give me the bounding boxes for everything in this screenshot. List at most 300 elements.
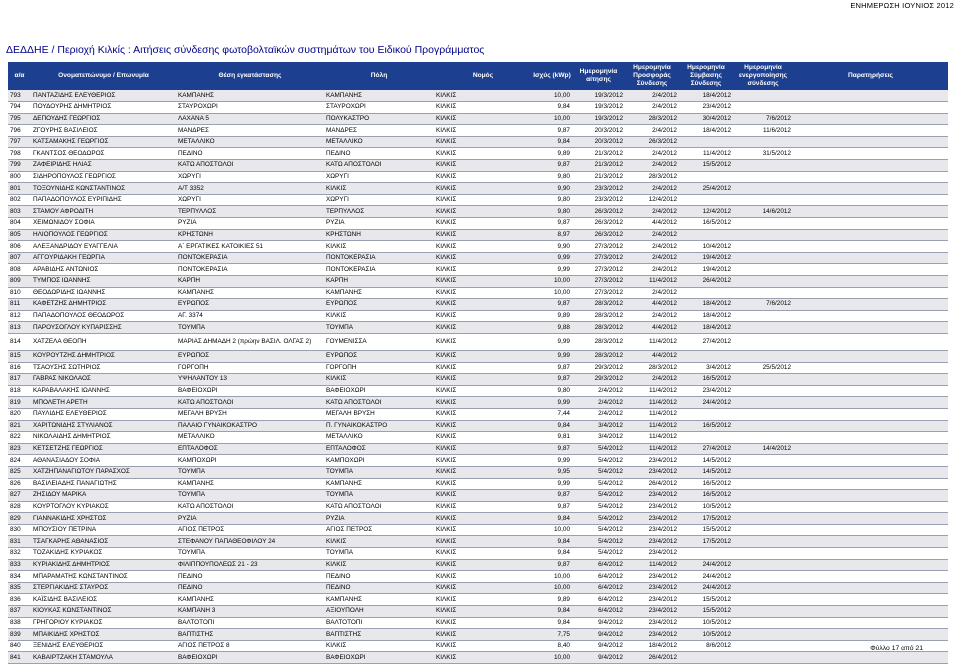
table-row (8, 299, 948, 311)
cell-city: ΧΩΡΥΓΙ (324, 194, 434, 206)
cell-location: ΒΑΦΕΙΟΧΩΡΙ (176, 652, 324, 664)
cell-contract-date: 15/5/2012 (679, 160, 733, 172)
cell-remarks (793, 652, 948, 664)
cell-city: ΚΙΛΚΙΣ (324, 183, 434, 195)
cell-index: 838 (8, 617, 31, 629)
cell-city: ΕΠΤΑΛΟΦΟΣ (324, 443, 434, 455)
cell-prefecture: ΚΙΛΚΙΣ (434, 218, 532, 230)
cell-name: ΖΑΦΕΙΡΙΔΗΣ ΗΛΙΑΣ (31, 160, 176, 172)
cell-offer-date: 23/4/2012 (625, 548, 679, 560)
table-row (8, 350, 948, 362)
cell-name: ΧΕΙΜΩΝΙΔΟΥ ΣΟΦΙΑ (31, 218, 176, 230)
cell-remarks (793, 548, 948, 560)
cell-application-date: 20/3/2012 (572, 136, 625, 148)
cell-offer-date: 11/4/2012 (625, 276, 679, 288)
cell-location: ΒΑΛΤΟΤΟΠΙ (176, 617, 324, 629)
cell-name: ΓΑΒΡΑΣ ΝΙΚΟΛΑΟΣ (31, 374, 176, 386)
cell-remarks (793, 276, 948, 288)
cell-name: ΝΙΚΟΛΑΙΔΗΣ ΔΗΜΗΤΡΙΟΣ (31, 432, 176, 444)
cell-city: ΚΙΛΚΙΣ (324, 536, 434, 548)
cell-offer-date: 23/4/2012 (625, 594, 679, 606)
cell-location: ΧΩΡΥΓΙ (176, 171, 324, 183)
cell-offer-date: 2/4/2012 (625, 160, 679, 172)
cell-offer-date: 11/4/2012 (625, 559, 679, 571)
cell-contract-date: 15/5/2012 (679, 606, 733, 618)
cell-name: ΣΤΕΡΓΙΑΚΙΔΗΣ ΣΤΑΥΡΟΣ (31, 582, 176, 594)
cell-remarks (793, 160, 948, 172)
cell-city: ΤΟΥΜΠΑ (324, 322, 434, 334)
cell-application-date: 5/4/2012 (572, 466, 625, 478)
cell-application-date: 26/3/2012 (572, 206, 625, 218)
cell-application-date: 5/4/2012 (572, 548, 625, 560)
cell-index: 796 (8, 125, 31, 137)
cell-index: 810 (8, 287, 31, 299)
cell-index: 802 (8, 194, 31, 206)
cell-name: ΒΑΣΙΛΕΙΑΔΗΣ ΠΑΝΑΓΙΩΤΗΣ (31, 478, 176, 490)
cell-city: ΠΟΝΤΟΚΕΡΑΣΙΑ (324, 252, 434, 264)
cell-location: ΤΟΥΜΠΑ (176, 548, 324, 560)
cell-contract-date (679, 548, 733, 560)
cell-application-date: 19/3/2012 (572, 102, 625, 114)
cell-activation-date (733, 466, 793, 478)
cell-power: 9,99 (532, 264, 572, 276)
cell-offer-date: 2/4/2012 (625, 183, 679, 195)
cell-application-date: 23/3/2012 (572, 183, 625, 195)
cell-application-date: 26/3/2012 (572, 229, 625, 241)
cell-city: ΚΑΜΠΑΝΗΣ (324, 594, 434, 606)
cell-application-date: 29/3/2012 (572, 374, 625, 386)
cell-index: 834 (8, 571, 31, 583)
cell-index: 821 (8, 420, 31, 432)
cell-application-date: 26/3/2012 (572, 218, 625, 230)
cell-index: 832 (8, 548, 31, 560)
cell-location: ΥΨΗΛΑΝΤΟΥ 13 (176, 374, 324, 386)
cell-application-date: 5/4/2012 (572, 513, 625, 525)
cell-city: ΜΕΓΑΛΗ ΒΡΥΣΗ (324, 408, 434, 420)
header-col-power: Ισχύς (kWp) (532, 62, 572, 90)
cell-application-date: 27/3/2012 (572, 252, 625, 264)
cell-name: ΑΛΕΞΑΝΔΡΙΔΟΥ ΕΥΑΓΓΕΛΙΑ (31, 241, 176, 253)
cell-location: ΒΑΠΤΙΣΤΗΣ (176, 629, 324, 641)
cell-city: ΚΑΡΠΗ (324, 276, 434, 288)
cell-offer-date: 2/4/2012 (625, 374, 679, 386)
cell-power: 9,84 (532, 536, 572, 548)
table-row (8, 536, 948, 548)
cell-activation-date (733, 310, 793, 322)
cell-contract-date: 10/5/2012 (679, 617, 733, 629)
cell-remarks (793, 629, 948, 641)
cell-activation-date (733, 102, 793, 114)
cell-name: ΣΙΔΗΡΟΠΟΥΛΟΣ ΓΕΩΡΓΙΟΣ (31, 171, 176, 183)
cell-location: ΠΕΔΙΝΟ (176, 148, 324, 160)
cell-power: 9,84 (532, 136, 572, 148)
cell-remarks (793, 333, 948, 350)
cell-offer-date: 11/4/2012 (625, 443, 679, 455)
cell-city: ΜΑΝΔΡΕΣ (324, 125, 434, 137)
cell-name: ΚΑΡΑΒΑΛΑΚΗΣ ΙΩΑΝΝΗΣ (31, 385, 176, 397)
cell-power: 9,84 (532, 617, 572, 629)
cell-contract-date: 10/5/2012 (679, 629, 733, 641)
cell-remarks (793, 397, 948, 409)
table-row (8, 397, 948, 409)
cell-contract-date: 16/5/2012 (679, 478, 733, 490)
cell-prefecture: ΚΙΛΚΙΣ (434, 455, 532, 467)
cell-city: ΕΥΡΩΠΟΣ (324, 299, 434, 311)
cell-location: ΦΙΛΙΠΠΟΥΠΟΛΕΩΣ 21 - 23 (176, 559, 324, 571)
cell-city: ΑΞΙΟΥΠΟΛΗ (324, 606, 434, 618)
table-row (8, 617, 948, 629)
cell-contract-date: 15/5/2012 (679, 594, 733, 606)
cell-prefecture: ΚΙΛΚΙΣ (434, 322, 532, 334)
cell-city: ΜΕΤΑΛΛΙΚΟ (324, 432, 434, 444)
cell-activation-date (733, 478, 793, 490)
cell-application-date: 28/3/2012 (572, 350, 625, 362)
cell-city: ΚΙΛΚΙΣ (324, 310, 434, 322)
cell-remarks (793, 183, 948, 195)
cell-activation-date (733, 432, 793, 444)
cell-city: ΣΤΑΥΡΟΧΩΡΙ (324, 102, 434, 114)
table-row (8, 333, 948, 350)
cell-power: 9,84 (532, 513, 572, 525)
cell-contract-date: 19/4/2012 (679, 264, 733, 276)
cell-application-date: 6/4/2012 (572, 606, 625, 618)
cell-index: 809 (8, 276, 31, 288)
table-row (8, 206, 948, 218)
cell-application-date: 9/4/2012 (572, 640, 625, 652)
cell-remarks (793, 571, 948, 583)
cell-prefecture: ΚΙΛΚΙΣ (434, 582, 532, 594)
cell-city: ΚΑΤΩ ΑΠΟΣΤΟΛΟΙ (324, 160, 434, 172)
table-row (8, 455, 948, 467)
header-col-prefecture: Νομός (434, 62, 532, 90)
table-row (8, 113, 948, 125)
cell-prefecture: ΚΙΛΚΙΣ (434, 264, 532, 276)
table-row (8, 374, 948, 386)
cell-prefecture: ΚΙΛΚΙΣ (434, 594, 532, 606)
cell-contract-date: 24/4/2012 (679, 397, 733, 409)
cell-offer-date: 4/4/2012 (625, 350, 679, 362)
cell-power: 9,89 (532, 148, 572, 160)
cell-name: ΠΟΥΔΟΥΡΗΣ ΔΗΜΗΤΡΙΟΣ (31, 102, 176, 114)
cell-prefecture: ΚΙΛΚΙΣ (434, 333, 532, 350)
table-row (8, 548, 948, 560)
cell-power: 9,87 (532, 362, 572, 374)
cell-activation-date (733, 548, 793, 560)
cell-name: ΖΓΟΥΡΗΣ ΒΑΣΙΛΕΙΟΣ (31, 125, 176, 137)
cell-remarks (793, 455, 948, 467)
cell-city: ΤΟΥΜΠΑ (324, 548, 434, 560)
cell-application-date: 21/3/2012 (572, 148, 625, 160)
cell-remarks (793, 374, 948, 386)
cell-offer-date: 12/4/2012 (625, 194, 679, 206)
cell-prefecture: ΚΙΛΚΙΣ (434, 241, 532, 253)
cell-application-date: 9/4/2012 (572, 617, 625, 629)
cell-contract-date: 23/4/2012 (679, 385, 733, 397)
table-row (8, 606, 948, 618)
table-row (8, 513, 948, 525)
cell-contract-date: 16/5/2012 (679, 218, 733, 230)
cell-index: 799 (8, 160, 31, 172)
cell-power: 9,99 (532, 350, 572, 362)
cell-contract-date: 27/4/2012 (679, 443, 733, 455)
cell-application-date: 5/4/2012 (572, 501, 625, 513)
cell-remarks (793, 606, 948, 618)
cell-name: ΚΕΤΣΕΤΖΗΣ ΓΕΩΡΓΙΟΣ (31, 443, 176, 455)
cell-application-date: 21/3/2012 (572, 160, 625, 172)
cell-contract-date: 24/4/2012 (679, 582, 733, 594)
cell-city: ΚΙΛΚΙΣ (324, 241, 434, 253)
cell-name: ΓΙΑΝΝΑΚΙΔΗΣ ΧΡΗΣΤΟΣ (31, 513, 176, 525)
cell-contract-date: 16/5/2012 (679, 490, 733, 502)
cell-remarks (793, 408, 948, 420)
cell-index: 833 (8, 559, 31, 571)
cell-remarks (793, 582, 948, 594)
cell-remarks (793, 148, 948, 160)
cell-name: ΑΡΑΒΙΔΗΣ ΑΝΤΩΝΙΟΣ (31, 264, 176, 276)
table-row (8, 408, 948, 420)
header-col-remarks: Παρατηρήσεις (793, 62, 948, 90)
cell-index: 817 (8, 374, 31, 386)
cell-power: 10,00 (532, 287, 572, 299)
cell-activation-date (733, 241, 793, 253)
cell-index: 808 (8, 264, 31, 276)
cell-contract-date: 16/5/2012 (679, 374, 733, 386)
cell-power: 9,99 (532, 397, 572, 409)
cell-city: ΒΑΛΤΟΤΟΠΙ (324, 617, 434, 629)
cell-prefecture: ΚΙΛΚΙΣ (434, 287, 532, 299)
cell-name: ΠΑΠΑΔΟΠΟΥΛΟΣ ΕΥΡΙΠΙΔΗΣ (31, 194, 176, 206)
cell-name: ΠΑΝΤΑΖΙΔΗΣ ΕΛΕΥΘΕΡΙΟΣ (31, 90, 176, 102)
cell-application-date: 29/3/2012 (572, 362, 625, 374)
cell-name: ΚΟΥΡΤΟΓΛΟΥ ΚΥΡΙΑΚΟΣ (31, 501, 176, 513)
cell-city: ΤΟΥΜΠΑ (324, 466, 434, 478)
cell-application-date: 27/3/2012 (572, 241, 625, 253)
cell-city: ΑΓΙΟΣ ΠΕΤΡΟΣ (324, 524, 434, 536)
cell-location: Α/Τ 3352 (176, 183, 324, 195)
cell-offer-date: 28/3/2012 (625, 113, 679, 125)
cell-index: 840 (8, 640, 31, 652)
cell-offer-date: 23/4/2012 (625, 455, 679, 467)
cell-prefecture: ΚΙΛΚΙΣ (434, 125, 532, 137)
cell-prefecture: ΚΙΛΚΙΣ (434, 362, 532, 374)
table-row (8, 466, 948, 478)
cell-activation-date (733, 136, 793, 148)
cell-application-date: 19/3/2012 (572, 113, 625, 125)
cell-name: ΞΕΝΙΔΗΣ ΕΛΕΥΘΕΡΙΟΣ (31, 640, 176, 652)
cell-activation-date (733, 90, 793, 102)
cell-name: ΧΑΤΖΗΠΑΝΑΓΙΩΤΟΥ ΠΑΡΑΣΧΟΣ (31, 466, 176, 478)
cell-power: 9,87 (532, 490, 572, 502)
cell-power: 10,00 (532, 90, 572, 102)
cell-city: ΠΕΔΙΝΟ (324, 571, 434, 583)
cell-offer-date: 2/4/2012 (625, 287, 679, 299)
table-row (8, 171, 948, 183)
cell-city: ΠΕΔΙΝΟ (324, 148, 434, 160)
cell-application-date: 9/4/2012 (572, 629, 625, 641)
cell-index: 830 (8, 524, 31, 536)
table-row (8, 183, 948, 195)
table-row (8, 571, 948, 583)
cell-application-date: 6/4/2012 (572, 594, 625, 606)
cell-power: 9,84 (532, 606, 572, 618)
cell-location: ΚΑΤΩ ΑΠΟΣΤΟΛΟΙ (176, 397, 324, 409)
cell-contract-date (679, 350, 733, 362)
cell-offer-date: 28/3/2012 (625, 362, 679, 374)
cell-prefecture: ΚΙΛΚΙΣ (434, 299, 532, 311)
cell-offer-date: 2/4/2012 (625, 90, 679, 102)
cell-power: 10,00 (532, 113, 572, 125)
cell-index: 825 (8, 466, 31, 478)
cell-name: ΑΓΓΟΥΡΙΔΑΚΗ ΓΕΩΡΓΙΑ (31, 252, 176, 264)
cell-index: 807 (8, 252, 31, 264)
cell-location: ΡΥΖΙΑ (176, 218, 324, 230)
cell-city: ΚΑΜΠΑΝΗΣ (324, 478, 434, 490)
cell-offer-date: 11/4/2012 (625, 408, 679, 420)
cell-application-date: 28/3/2012 (572, 322, 625, 334)
cell-activation-date: 14/4/2012 (733, 443, 793, 455)
cell-activation-date (733, 490, 793, 502)
cell-offer-date: 4/4/2012 (625, 322, 679, 334)
cell-city: ΤΕΡΠΥΛΛΟΣ (324, 206, 434, 218)
cell-remarks (793, 287, 948, 299)
cell-application-date: 6/4/2012 (572, 559, 625, 571)
cell-activation-date (733, 160, 793, 172)
cell-location: ΚΑΜΠΑΝΗΣ (176, 287, 324, 299)
cell-contract-date: 10/4/2012 (679, 241, 733, 253)
cell-remarks (793, 310, 948, 322)
cell-application-date: 21/3/2012 (572, 171, 625, 183)
cell-activation-date (733, 606, 793, 618)
cell-index: 820 (8, 408, 31, 420)
cell-city: ΚΡΗΣΤΩΝΗ (324, 229, 434, 241)
table-row (8, 559, 948, 571)
cell-power: 9,80 (532, 206, 572, 218)
cell-location: ΜΑΝΔΡΕΣ (176, 125, 324, 137)
cell-prefecture: ΚΙΛΚΙΣ (434, 397, 532, 409)
header-col-application-date: Ημερομηνία αίτησης (572, 62, 625, 90)
cell-location: ΣΤΕΦΑΝΟΥ ΠΑΠΑΘΕΟΦΙΛΟΥ 24 (176, 536, 324, 548)
table-row (8, 229, 948, 241)
table-row (8, 194, 948, 206)
cell-application-date: 5/4/2012 (572, 536, 625, 548)
cell-city: ΜΕΤΑΛΛΙΚΟ (324, 136, 434, 148)
cell-city: ΓΟΥΜΕΝΙΣΣΑ (324, 333, 434, 350)
cell-location: ΚΑΜΠΑΝΗΣ (176, 90, 324, 102)
cell-offer-date: 2/4/2012 (625, 310, 679, 322)
table-row (8, 490, 948, 502)
table-row (8, 443, 948, 455)
cell-offer-date: 26/4/2012 (625, 652, 679, 664)
cell-name: ΚΑΤΣΑΜΑΚΗΣ ΓΕΩΡΓΙΟΣ (31, 136, 176, 148)
cell-location: ΚΑΜΠΟΧΩΡΙ (176, 455, 324, 467)
cell-remarks (793, 206, 948, 218)
cell-prefecture: ΚΙΛΚΙΣ (434, 524, 532, 536)
cell-city: ΠΟΛΥΚΑΣΤΡΟ (324, 113, 434, 125)
cell-index: 828 (8, 501, 31, 513)
cell-index: 815 (8, 350, 31, 362)
cell-location: ΠΑΛΑΙΟ ΓΥΝΑΙΚΟΚΑΣΤΡΟ (176, 420, 324, 432)
cell-offer-date: 26/3/2012 (625, 136, 679, 148)
cell-power: 10,00 (532, 582, 572, 594)
cell-index: 800 (8, 171, 31, 183)
cell-prefecture: ΚΙΛΚΙΣ (434, 606, 532, 618)
cell-power: 9,90 (532, 241, 572, 253)
cell-activation-date (733, 629, 793, 641)
cell-power: 10,00 (532, 571, 572, 583)
header-col-offer-date: Ημερομηνία Προσφοράς Σύνδεσης (625, 62, 679, 90)
cell-index: 806 (8, 241, 31, 253)
cell-prefecture: ΚΙΛΚΙΣ (434, 350, 532, 362)
cell-offer-date: 23/4/2012 (625, 524, 679, 536)
cell-contract-date: 23/4/2012 (679, 102, 733, 114)
cell-remarks (793, 264, 948, 276)
cell-activation-date: 7/6/2012 (733, 113, 793, 125)
cell-application-date: 2/4/2012 (572, 385, 625, 397)
cell-location: ΜΕΤΑΛΛΙΚΟ (176, 136, 324, 148)
table-row (8, 264, 948, 276)
table-row (8, 287, 948, 299)
cell-activation-date (733, 524, 793, 536)
cell-location: Α΄ ΕΡΓΑΤΙΚΕΣ ΚΑΤΟΙΚΙΕΣ 51 (176, 241, 324, 253)
cell-location: ΕΠΤΑΛΟΦΟΣ (176, 443, 324, 455)
cell-contract-date: 12/4/2012 (679, 206, 733, 218)
table-row (8, 652, 948, 664)
cell-index: 794 (8, 102, 31, 114)
cell-prefecture: ΚΙΛΚΙΣ (434, 206, 532, 218)
cell-activation-date: 11/6/2012 (733, 125, 793, 137)
cell-name: ΚΑΦΕΤΖΗΣ ΔΗΜΗΤΡΙΟΣ (31, 299, 176, 311)
cell-power: 9,89 (532, 310, 572, 322)
cell-activation-date (733, 408, 793, 420)
cell-index: 831 (8, 536, 31, 548)
cell-remarks (793, 385, 948, 397)
table-row (8, 160, 948, 172)
cell-power: 9,87 (532, 160, 572, 172)
cell-city: ΡΥΖΙΑ (324, 513, 434, 525)
cell-prefecture: ΚΙΛΚΙΣ (434, 432, 532, 444)
cell-contract-date (679, 136, 733, 148)
cell-contract-date: 14/5/2012 (679, 466, 733, 478)
cell-location: ΤΟΥΜΠΑ (176, 490, 324, 502)
cell-location: ΜΕΤΑΛΛΙΚΟ (176, 432, 324, 444)
cell-prefecture: ΚΙΛΚΙΣ (434, 160, 532, 172)
cell-application-date: 2/4/2012 (572, 408, 625, 420)
cell-offer-date: 23/4/2012 (625, 513, 679, 525)
cell-application-date: 6/4/2012 (572, 571, 625, 583)
cell-name: ΜΠΟΛΕΤΗ ΑΡΕΤΗ (31, 397, 176, 409)
cell-remarks (793, 350, 948, 362)
cell-name: ΔΕΠΟΥΔΗΣ ΓΕΩΡΓΙΟΣ (31, 113, 176, 125)
cell-application-date: 3/4/2012 (572, 432, 625, 444)
cell-application-date: 27/3/2012 (572, 276, 625, 288)
cell-activation-date (733, 276, 793, 288)
cell-prefecture: ΚΙΛΚΙΣ (434, 252, 532, 264)
cell-activation-date (733, 194, 793, 206)
cell-offer-date: 2/4/2012 (625, 125, 679, 137)
cell-index: 812 (8, 310, 31, 322)
document-title: ΔΕΔΔΗΕ / Περιοχή Κιλκίς : Αιτήσεις σύνδεσης φωτοβολταϊκών συστημάτων του Ειδικού Προγράμματος (6, 44, 485, 56)
cell-offer-date: 11/4/2012 (625, 333, 679, 350)
cell-power: 9,81 (532, 432, 572, 444)
cell-name: ΗΛΙΟΠΟΥΛΟΣ ΓΕΩΡΓΙΟΣ (31, 229, 176, 241)
cell-location: ΤΟΥΜΠΑ (176, 322, 324, 334)
cell-application-date: 2/4/2012 (572, 397, 625, 409)
cell-activation-date: 7/6/2012 (733, 299, 793, 311)
cell-index: 797 (8, 136, 31, 148)
cell-location: ΠΕΔΙΝΟ (176, 582, 324, 594)
cell-power: 9,99 (532, 455, 572, 467)
cell-prefecture: ΚΙΛΚΙΣ (434, 229, 532, 241)
